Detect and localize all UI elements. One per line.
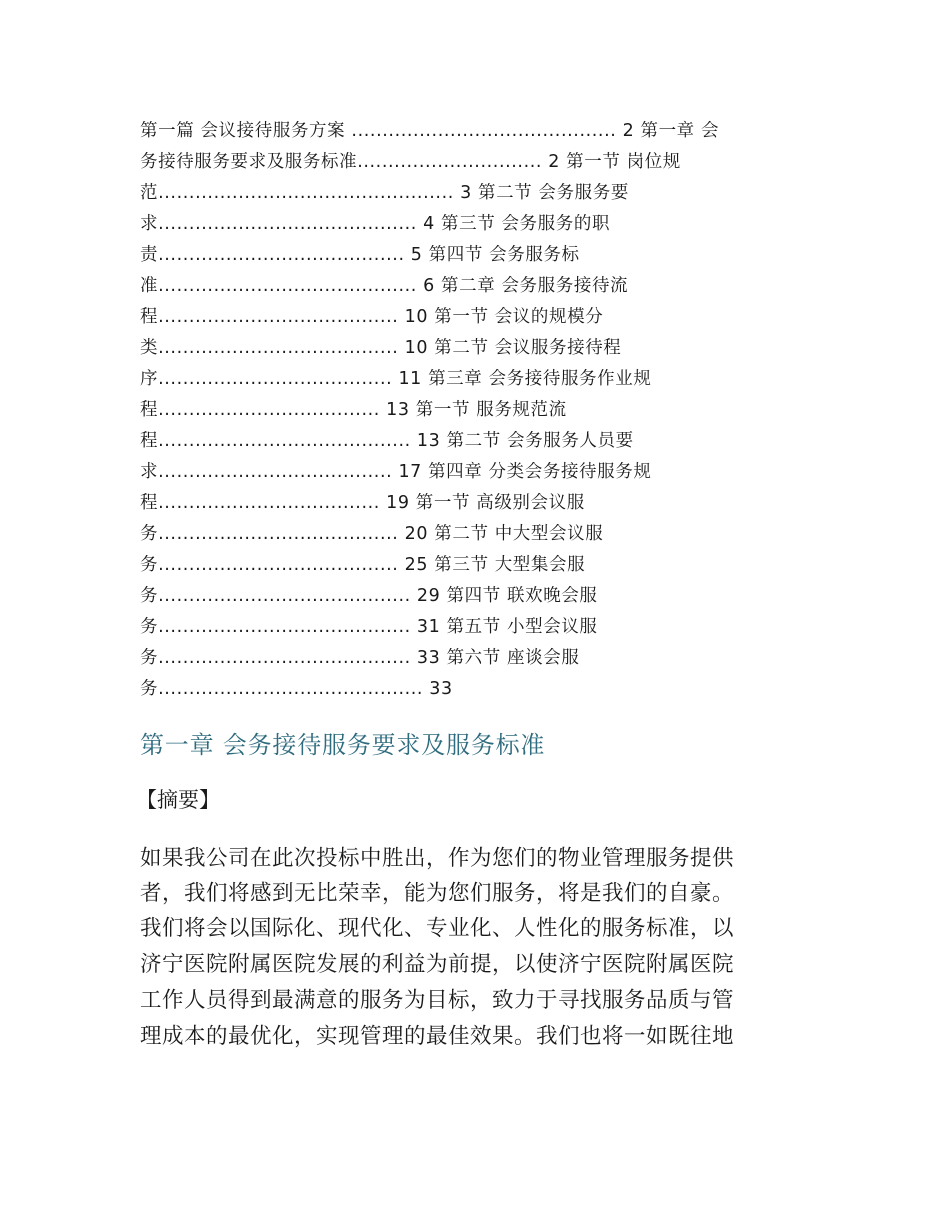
toc-line: 程.................................... 19 第一节 高级别会议服 [140, 493, 585, 513]
toc-line: 类....................................... 10 第二节 会议服务接待程 [140, 338, 622, 358]
toc-line: 责........................................ 5 第四节 会务服务标 [140, 245, 580, 265]
toc-line: 序...................................... 11 第三章 会务接待服务作业规 [140, 369, 652, 389]
abstract-label: 【摘要】 [136, 788, 220, 812]
toc-line: 程.................................... 13 第一节 服务规范流 [140, 400, 567, 420]
body-paragraph-line: 如果我公司在此次投标中胜出，作为您们的物业管理服务提供 [140, 846, 735, 871]
toc-line: 准.......................................... 6 第二章 会务服务接待流 [140, 276, 629, 296]
body-paragraph-line: 者，我们将感到无比荣幸，能为您们服务，将是我们的自豪。 [140, 881, 735, 906]
toc-line: 程....................................... 10 第一节 会议的规模分 [140, 307, 604, 327]
toc-line: 务......................................... 29 第四节 联欢晚会服 [140, 586, 598, 606]
toc-line: 务......................................... 31 第五节 小型会议服 [140, 617, 598, 637]
toc-line: 务接待服务要求及服务标准.............................. 2 第一节 岗位规 [140, 152, 681, 172]
toc-line: 务........................................... 33 [140, 679, 453, 699]
toc-line: 程......................................... 13 第二节 会务服务人员要 [140, 431, 634, 451]
body-paragraph-line: 我们将会以国际化、现代化、专业化、人性化的服务标准，以 [140, 916, 735, 941]
toc-line: 范................................................ 3 第二节 会务服务要 [140, 183, 629, 203]
toc-line: 务......................................... 33 第六节 座谈会服 [140, 648, 580, 668]
body-paragraph-line: 济宁医院附属医院发展的利益为前提，以使济宁医院附属医院 [140, 952, 735, 977]
toc-line: 务....................................... 20 第二节 中大型会议服 [140, 524, 604, 544]
toc-line: 求...................................... 17 第四章 分类会务接待服务规 [140, 462, 652, 482]
toc-line: 第一篇 会议接待服务方案 ........................................... 2 第一章 会 [140, 121, 720, 141]
toc-line: 务....................................... 25 第三节 大型集会服 [140, 555, 586, 575]
chapter-heading: 第一章 会务接待服务要求及服务标准 [140, 731, 546, 759]
body-paragraph-line: 理成本的最优化，实现管理的最佳效果。我们也将一如既往地 [140, 1024, 735, 1049]
body-paragraph-line: 工作人员得到最满意的服务为目标，致力于寻找服务品质与管 [140, 988, 735, 1013]
toc-line: 求.......................................... 4 第三节 会务服务的职 [140, 214, 611, 234]
